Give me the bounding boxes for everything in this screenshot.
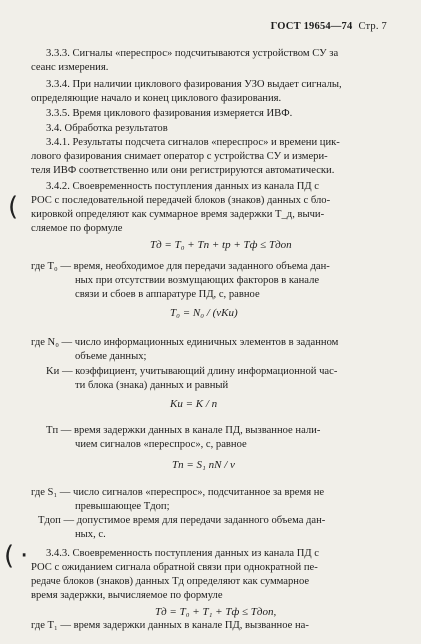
text-line: РОС с последовательной передачей блоков (знаков) данных с бло-: [31, 195, 331, 206]
text-line: РОС с ожиданием сигнала обратной связи при однократной пе-: [31, 562, 318, 573]
text-line: 3.4.1. Результаты подсчета сигналов «переспрос» и времени цик-: [46, 137, 340, 148]
margin-bracket-mark: (: [4, 541, 15, 571]
text-line: где N₀ — число информационных единичных элементов в заданном: [31, 337, 339, 348]
text-line: время задержки, вычисляемое по формуле: [31, 590, 223, 601]
text-line: определяющие начало и конец циклового фазирования.: [31, 93, 282, 104]
section-heading: 3.4. Обработка результатов: [46, 123, 168, 134]
margin-bracket-mark: ·: [20, 541, 29, 571]
text-line: где T₁ — время задержки данных в канале ПД, вызванное на-: [31, 620, 309, 631]
page-number: Стр. 7: [358, 21, 387, 32]
text-line: 3.3.5. Время циклового фазирования измеряется ИВФ.: [46, 108, 293, 119]
text-line: 3.3.3. Сигналы «переспрос» подсчитываются устройством СУ за: [46, 48, 339, 59]
text-line: редаче блоков (знаков) данных Tд определяют как суммарное: [31, 576, 310, 587]
text-line: превышающее Tдоп;: [75, 501, 170, 512]
formula-tp: Tп = S₁ nN / v: [172, 459, 235, 471]
text-line: объеме данных;: [75, 351, 147, 362]
text-line: теля ИВФ соответственно или они регистрируются автоматически.: [31, 165, 335, 176]
formula-ki: Kи = K / n: [170, 398, 218, 410]
text-line: Tдоп — допустимое время для передачи заданного объема дан-: [38, 515, 326, 526]
page-header: [271, 21, 387, 32]
text-line: связи и сбоев в аппаратуре ПД, с, равное: [75, 289, 260, 300]
text-line: ных при отсутствии возмущающих факторов в канале: [75, 275, 320, 286]
margin-bracket-mark: (: [8, 192, 19, 222]
text-line: где T₀ — время, необходимое для передачи заданного объема дан-: [31, 261, 330, 272]
text-line: кировкой определяют как суммарное время задержки T_д, вычи-: [31, 209, 325, 220]
text-line: 3.3.4. При наличии циклового фазирования УЗО выдает сигналы,: [46, 79, 342, 90]
text-line: Kи — коэффициент, учитывающий длину информационной час-: [46, 366, 338, 377]
formula-td: Tд = T₀ + Tп + tр + Tф ≤ Tдоп: [150, 239, 292, 251]
text-line: лового фазирования снимает оператор с устройства СУ и измери-: [31, 151, 328, 162]
formula-td2: Tд = T₀ + T₁ + Tф ≤ Tдоп,: [155, 606, 277, 618]
text-line: Tп — время задержки данных в канале ПД, вызванное нали-: [46, 425, 321, 436]
text-line: 3.4.3. Своевременность поступления данных из канала ПД с: [46, 548, 319, 559]
text-line: чием сигналов «переспрос», с, равное: [75, 439, 247, 450]
gost-number: ГОСТ 19654—74: [270, 21, 353, 32]
text-line: сляемое по формуле: [31, 223, 123, 234]
text-line: 3.4.2. Своевременность поступления данных из канала ПД с: [46, 181, 319, 192]
text-line: ти блока (знака) данных и равный: [75, 380, 229, 391]
text-line: сеанс измерения.: [31, 62, 109, 73]
text-line: ных, с.: [75, 529, 106, 540]
formula-t0: T₀ = N₀ / (vKи): [170, 307, 238, 319]
text-line: где S₁ — число сигналов «переспрос», подсчитанное за время не: [31, 487, 325, 498]
